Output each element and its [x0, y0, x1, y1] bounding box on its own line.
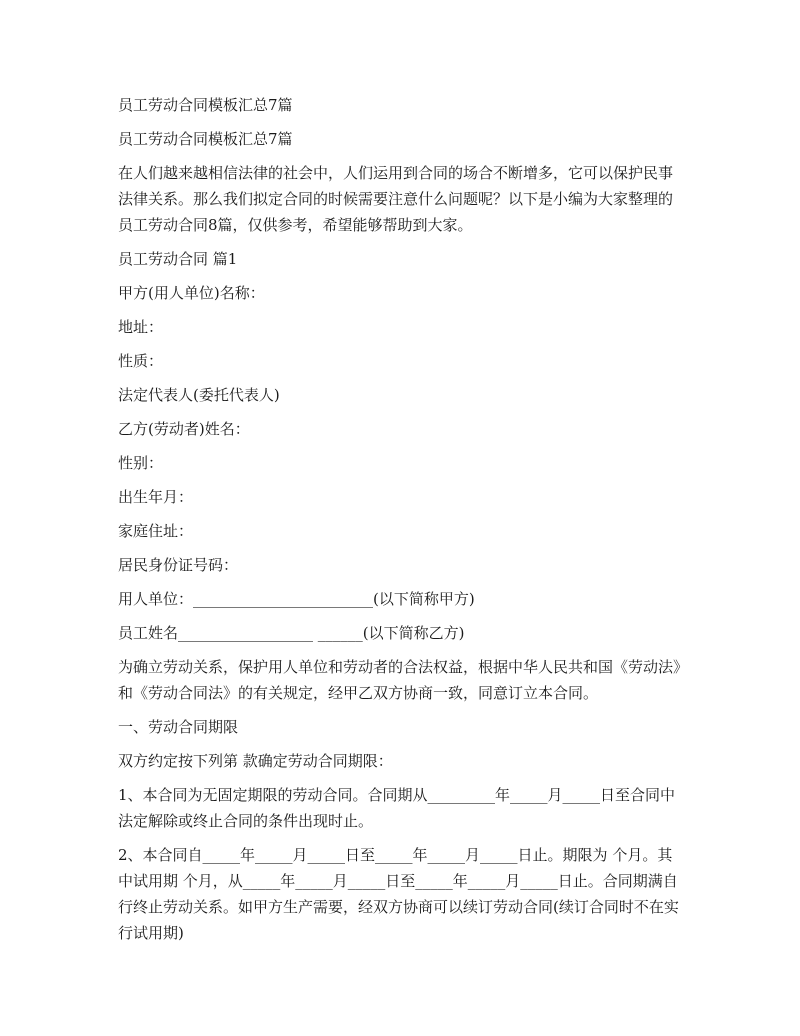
employer-line: 用人单位：________________________(以下简称甲方)	[118, 590, 475, 608]
field-legal-representative: 法定代表人(委托代表人)	[118, 386, 280, 404]
purpose-paragraph: 为确立劳动关系，保护用人单位和劳动者的合法权益，根据中华人民共和国《劳动法》和《劳动合同法》的有关规定，经甲乙双方协商一致，同意订立本合同。	[118, 658, 681, 702]
field-home-address: 家庭住址：	[118, 522, 194, 540]
field-address: 地址：	[118, 318, 164, 336]
field-nature: 性质：	[118, 352, 164, 370]
document-title: 员工劳动合同模板汇总7篇	[118, 96, 293, 114]
employee-line: 员工姓名__________________ ______(以下简称乙方)	[118, 624, 465, 642]
field-birth-date: 出生年月：	[118, 488, 194, 506]
clause1-item2: 2、本合同自_____年_____月_____日至_____年_____月_____日止。期限为 个月。其中试用期 个月，从_____年_____月_____日至_____年_____月_____日止。合同期满自行终止劳动关系。如甲方生产需要，经双方协商可以续订劳动合同(续订合同时不在实行试用期)	[118, 846, 679, 942]
intro-paragraph: 在人们越来越相信法律的社会中，人们运用到合同的场合不断增多，它可以保护民事法律关系。那么我们拟定合同的时候需要注意什么问题呢？以下是小编为大家整理的员工劳动合同8篇，仅供参考，希望能够帮助到大家。	[118, 164, 674, 234]
clause1-heading: 一、劳动合同期限	[118, 718, 239, 736]
field-gender: 性别：	[118, 454, 164, 472]
clause1-intro: 双方约定按下列第 款确定劳动合同期限：	[118, 752, 393, 770]
field-employer-name: 甲方(用人单位)名称：	[118, 284, 265, 302]
clause1-item1: 1、本合同为无固定期限的劳动合同。合同期从_________年_____月_____日至合同中法定解除或终止合同的条件出现时止。	[118, 786, 676, 830]
document-page	[118, 92, 684, 954]
section-title: 员工劳动合同 篇1	[118, 250, 238, 268]
field-employee-name: 乙方(劳动者)姓名：	[118, 420, 250, 438]
document-subtitle: 员工劳动合同模板汇总7篇	[118, 130, 293, 148]
field-id-number: 居民身份证号码：	[118, 556, 239, 574]
